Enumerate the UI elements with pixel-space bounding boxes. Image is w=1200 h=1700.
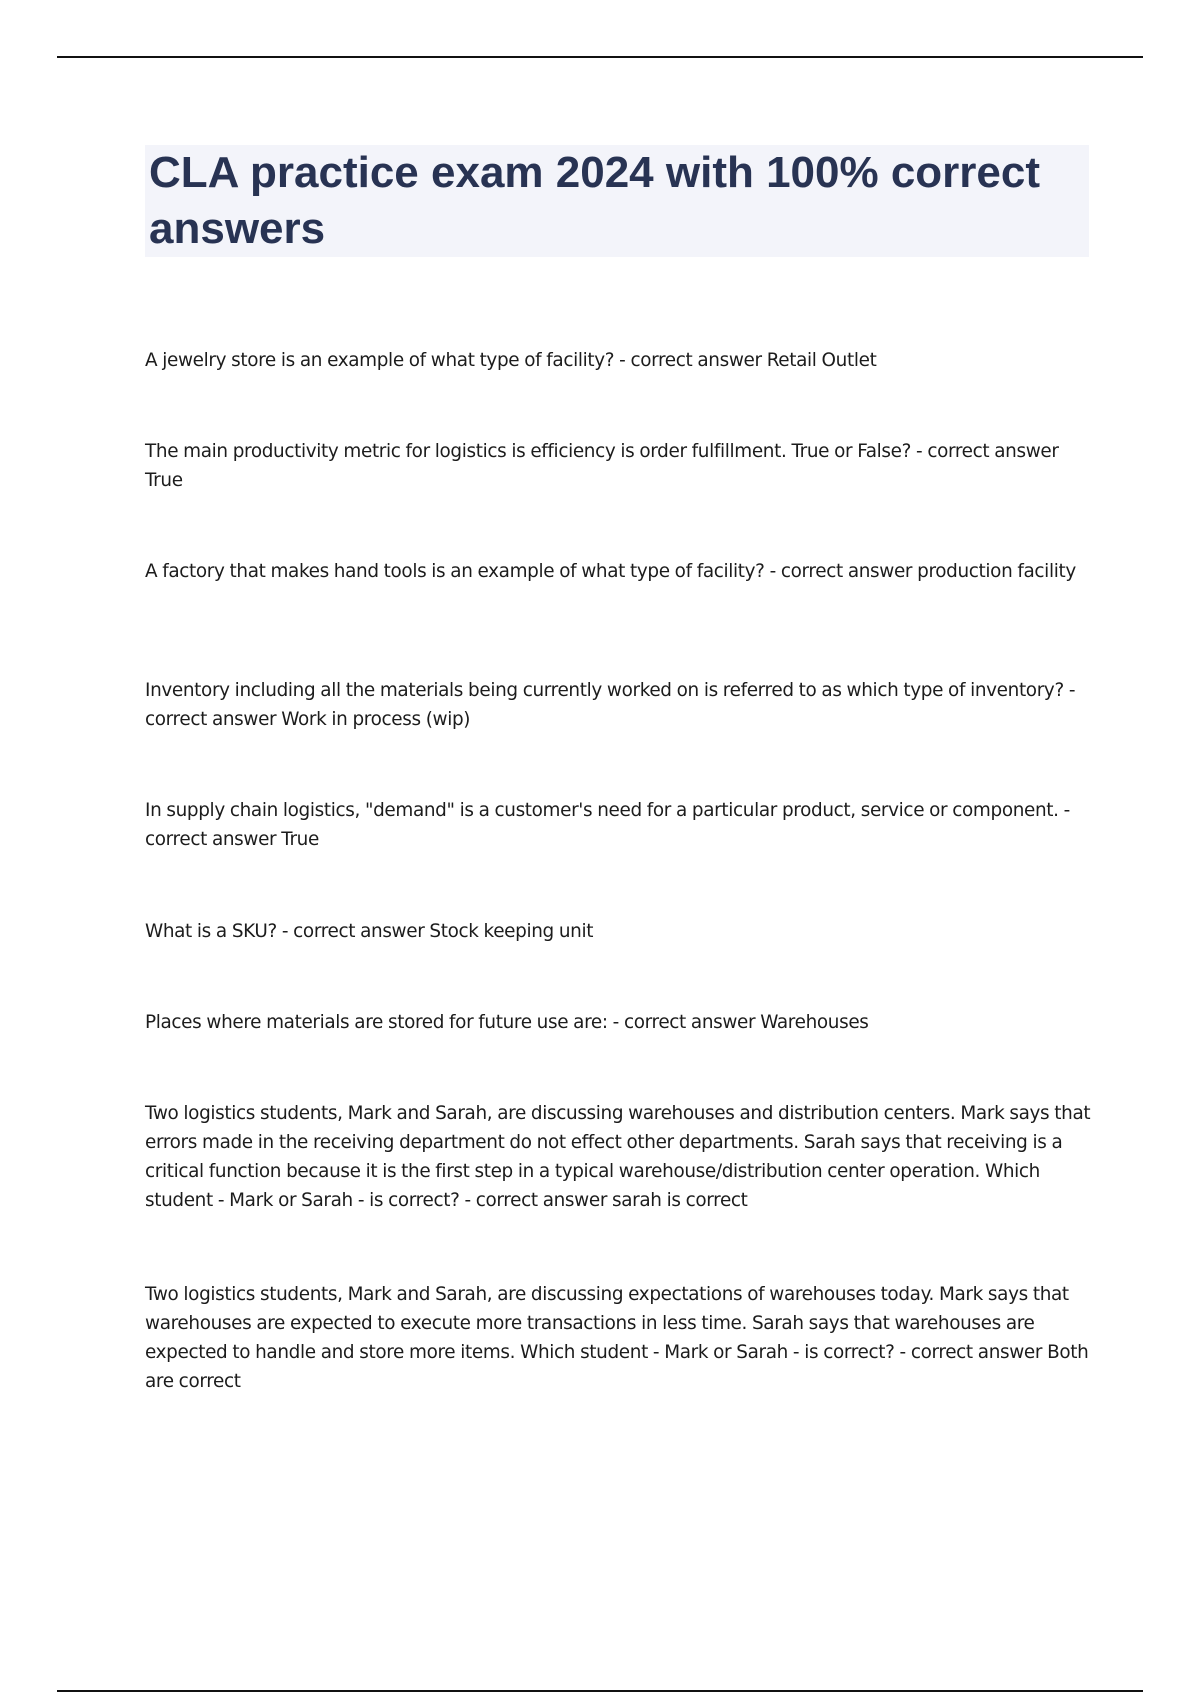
question-item-9: Two logistics students, Mark and Sarah, are discussing expectations of warehouses today. Mark says that warehouses are expected to execute more transactions in less time. Sarah says that warehouses are expected to handle and store more items. Which student - Mark or Sarah - is correct? - correct answer Both are correct <box>145 1284 1089 1392</box>
question-item-4: Inventory including all the materials being currently worked on is referred to as which type of inventory? - correct answer Work in process (wip) <box>145 680 1076 730</box>
document-title: CLA practice exam 2024 with 100% correct answers <box>149 148 1041 253</box>
question-item-6: What is a SKU? - correct answer Stock keeping unit <box>145 921 594 942</box>
title-block <box>145 145 1089 257</box>
question-item-8: Two logistics students, Mark and Sarah, are discussing warehouses and distribution centers. Mark says that errors made in the receiving department do not effect other departments. Sarah says that receiving is a critical function because it is the first step in a typical warehouse/distribution center operation. Which student - Mark or Sarah - is correct? - correct answer sarah is correct <box>145 1103 1091 1211</box>
question-item-5: In supply chain logistics, "demand" is a customer's need for a particular product, service or component. - correct answer True <box>145 800 1070 850</box>
top-divider <box>57 56 1143 58</box>
question-item-2: The main productivity metric for logistics is efficiency is order fulfillment. True or False? - correct answer True <box>145 441 1059 491</box>
question-item-3: A factory that makes hand tools is an example of what type of facility? - correct answer production facility <box>145 561 1076 582</box>
bottom-divider <box>57 1690 1143 1692</box>
question-item-1: A jewelry store is an example of what type of facility? - correct answer Retail Outlet <box>145 350 877 371</box>
question-item-7: Places where materials are stored for future use are: - correct answer Warehouses <box>145 1012 869 1033</box>
